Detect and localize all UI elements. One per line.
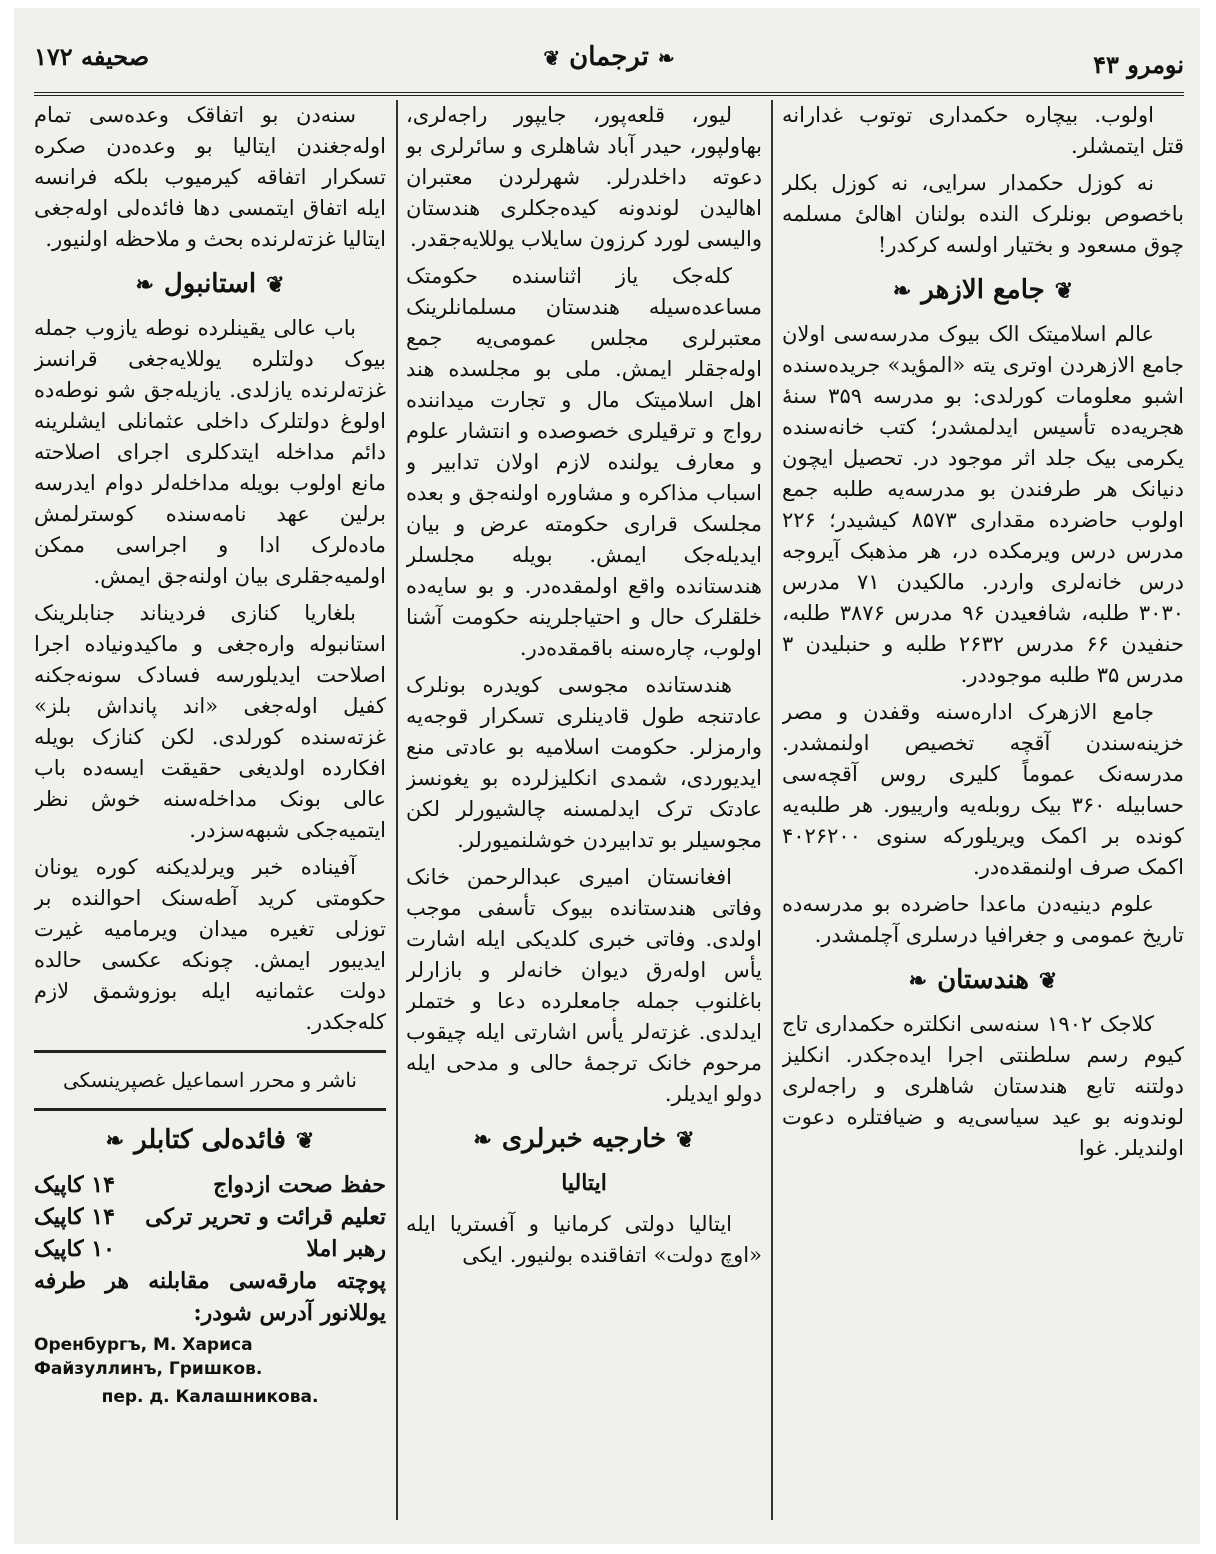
ad-note: پوچته مارقه‌سی مقابلنه هر طرفه یوللانور آدرس شودر: (34, 1268, 386, 1326)
column-divider (396, 100, 398, 1520)
ornament-icon: ❦ (676, 1127, 695, 1153)
page-header (34, 36, 1184, 96)
subsection-title-italy: ایتالیا (561, 1170, 607, 1196)
paragraph: نه کوزل حکمدار سرایی، نه کوزل بکلر باخصوص بونلرک النده بولنان اهالیٔ مسلمه چوق مسعود و بختیار اولسه کرکدر! (782, 171, 1184, 257)
ornament-icon: ❦ (266, 272, 285, 298)
divider-line (34, 1050, 386, 1053)
ad-price: ۱۰ کاپیک (34, 1236, 115, 1262)
ad-book-name: رهبر املا (306, 1236, 386, 1262)
ornament-icon: ❦ (295, 1128, 315, 1154)
book-ads (34, 1169, 386, 1329)
paragraph: کلاجک ۱۹۰۲ سنه‌سی انکلتره حکمداری تاج کیوم رسم سلطنتی اجرا ایده‌جکدر. انکلیز دولتنه تابع هندستان شاهلری و راجه‌لری لوندونه بو عید سیاسی‌یه و ضیافتلره دعوت اولندیلر. غوا (782, 1012, 1184, 1160)
ad-price: ۱۴ کاپیک (34, 1204, 115, 1230)
editor-line: ناشر و محرر اسماعیل غصپرینسکی (63, 1068, 357, 1092)
ad-book-name: حفظ صحت ازدواج (213, 1172, 386, 1198)
column-divider (771, 100, 773, 1520)
column-left (34, 100, 386, 1520)
paragraph: اولوب. بیچاره حکمداری توتوب غدارانه قتل ایتمشلر. (782, 103, 1184, 158)
ad-row (34, 1233, 386, 1265)
ornament-icon: ❧ (135, 272, 154, 298)
paragraph: لیور، قلعه‌پور، جایپور راجه‌لری، بهاولپور، حیدر آباد شاهلری و سائرلری بو دعوته داخلدرلر. شهرلردن معتبران اهالیدن لوندونه کیده‌جکلری هندستان والیسی لورد کرزون سایلاب یوللایه‌جقدر. (406, 103, 762, 251)
ornament-icon: ❦ (543, 46, 561, 70)
ornament-icon: ❧ (892, 278, 912, 304)
ad-book-name: تعلیم قرائت و تحریر ترکی (145, 1204, 386, 1230)
ad-price: ۱۴ کاپیک (34, 1172, 115, 1198)
section-title-foreign-news: ❦خارجیه خبرلری❧ (473, 1124, 695, 1154)
address-line: пер. д. Калашникова. (101, 1387, 319, 1407)
paragraph: علوم دینیه‌دن ماعدا حاضرده بو مدرسه‌ده تاریخ عمومی و جغرافیا درسلری آچلمشدر. (782, 892, 1184, 947)
ornament-icon: ❧ (657, 46, 675, 70)
paragraph: ایتالیا دولتی کرمانیا و آفستریا ایله «اوچ دولت» اتفاقنده بولنیور. ایکی (406, 1212, 762, 1267)
ad-row (34, 1201, 386, 1233)
section-title-azhar: ❦جامع الازهر❧ (892, 275, 1074, 305)
paragraph: سنه‌دن بو اتفاقک وعده‌سی تمام اوله‌جغندن ایتالیا بو وعده‌دن صکره تسکرار اتفاقه کیرمیوب بلکه فرانسه ایله اتفاق ایتمسی دها فائده‌لی اوله‌جغی ایتالیا غزته‌لرنده بحث و ملاحظه اولنیور. (34, 103, 386, 251)
ornament-icon: ❧ (105, 1128, 125, 1154)
paragraph: هندستانده مجوسی کویدره بونلرک عادتنجه طول قادینلری تسکرار قوجه‌یه وارمزلر. حکومت اسلامیه بو عادتی منع ایدیوردی، شمدی انکلیزلرده بو یغونسز عادتک ترک ایدلمسنه چالشیورلر لکن مجوسیلر بو تدابیردن خوشلنمیورلر. (406, 673, 762, 852)
paragraph: عالم اسلامیتک الک بیوک مدرسه‌سی اولان جامع الازهردن اوتری یته «المؤید» جریده‌سنده اشبو معلومات کورلدی: بو مدرسه ۳۵۹ سنهٔ هجریه‌ده تأسیس ایدلمشدر؛ کتب خانه‌سنده یکرمی بیک جلد اثر موجود در. تحصیل ایچون دنیانک هر طرفندن بو مدرسه‌یه طلبه جمع اولوب حاضرده مقداری ۸۵۷۳ کیشیدر؛ ۲۲۶ مدرس درس ویرمکده در، هر مذهبک آیروجه درس خانه‌لری واردر. مالکیدن ۷۱ مدرس ۳۰۳۰ طلبه، شافعیدن ۹۶ مدرس ۳۸۷۶ طلبه، حنفیدن ۶۶ مدرس ۲۶۳۲ طلبه و حنبلیدن ۳ مدرس ۳۵ طلبه موجوددر. (782, 322, 1184, 687)
column-right (782, 100, 1184, 1520)
ornament-icon: ❧ (473, 1127, 492, 1153)
paragraph: آفیناده خبر ویرلدیکنه کوره یونان حکومتی کرید آطه‌سنک احوالنده بر توزلی تغیره میدان ویرمامیه غیرت ایدیبور ایمش. چونکه عکسی حالده دولت عثمانیه ایله بوزوشمق لازم کله‌جکدر. (34, 855, 386, 1034)
ad-row (34, 1169, 386, 1201)
section-title-istanbul: ❦استانبول❧ (135, 269, 285, 299)
paragraph: افغانستان امیری عبدالرحمن خانک وفاتی هندستانده بیوک تأسفی موجب اولدی. وفاتی خبری کلدیکی ایله اشارت یأس اوله‌رق دیوان خانه‌لر و بازارلر باغلنوب جمله جامعلرده دعا و ختملر ایدلدی. غزته‌لر یأس اشارتی ایله چیقوب مرحوم خانک ترجمهٔ حالی و مدحی ایله دولو ایدیلر. (406, 865, 762, 1106)
ornament-icon: ❦ (1054, 278, 1074, 304)
paragraph: کله‌جک یاز اثناسنده حکومتک مساعده‌سیله هندستان مسلمانلرینک معتبرلری مجلس عمومی‌یه جمع اوله‌جقلر ایمش. ملی بو مجلسده هند اهل اسلامیتک مال و تجارت میداننده رواج و ترقیلری خصوصده و انتشار علوم و معارف یولنده لازم اولان تدابیر و اسباب مذاکره و مشاوره اولنه‌جق و بعده مجلسک قراری حکومته عرض و بیان ایدیله‌جک ایمش. بویله مجلسلر هندستانده واقع اولمقده‌در. و بو سایه‌ده خلقلرک حال و احتیاجلرینه حکومت آشنا اولوب، چاره‌سنه باقمقده‌در. (406, 264, 762, 660)
paragraph: بلغاریا کنازی فردیناند جنابلرینک استانبوله واره‌جغی و ماکیدونیاده اجرا اصلاحت ایدیلورسه فسادک سونه‌جکنه کفیل اوله‌جغی «اند پانداش بلز» غزته‌سنده کورلدی. لکن کنازک بویله افکارده اولدیغی حقیقت ایسه‌ده باب عالی بونک مداخله‌سنه خوش نظر ایتمیه‌جکی شبهه‌سزدر. (34, 601, 386, 842)
address-line: Оренбургъ, М. Хариса Файзуллинъ, Гришков. (34, 1335, 263, 1379)
ornament-icon: ❧ (908, 968, 928, 994)
ornament-icon: ❦ (1038, 968, 1058, 994)
paragraph: جامع الازهرک اداره‌سنه وقفدن و مصر خزینه‌سندن آقچه تخصیص اولنمشدر. مدرسه‌نک عموماً کلیری روس آقچه‌سی حسابیله ۳۶۰ بیک روبله‌یه وارییور. هر طلبه‌یه کونده بر اکمک ویریلورکه سنوی ۴۰۲۶۲۰۰ اکمک صرف اولنمقده‌در. (782, 700, 1184, 879)
newspaper-title (509, 42, 709, 72)
ads-title: ❦فائده‌لی کتابلر❧ (105, 1125, 315, 1155)
issue-number: نومرو ۴۳ (1093, 50, 1184, 79)
divider-line (34, 1108, 386, 1111)
newspaper-page (14, 8, 1200, 1544)
section-title-india: ❦هندستان❧ (908, 965, 1058, 995)
title-text: ترجمان (569, 42, 649, 72)
page-number: صحیفه ۱۷۲ (34, 42, 150, 71)
paragraph: باب عالی یقینلرده نوطه یازوب جمله بیوک دولتلره یوللایه‌جغی قرانسز غزته‌لرنده یازلدی. یازیله‌جق شو نوطه‌ده اولوغ دولتلرک داخلی عثمانلی ایشلرینه دائم مداخله ایتدکلری اجرای اصلاحته مانع اولوب بویله مداخله‌لر دوام ایدرسه برلین عهد نامه‌سنده کوسترلمش ماده‌لرک ادا و اجراسی ممکن اولمیه‌جقلری بیان اولنه‌جق ایمش. (34, 316, 386, 588)
column-middle (406, 100, 762, 1520)
